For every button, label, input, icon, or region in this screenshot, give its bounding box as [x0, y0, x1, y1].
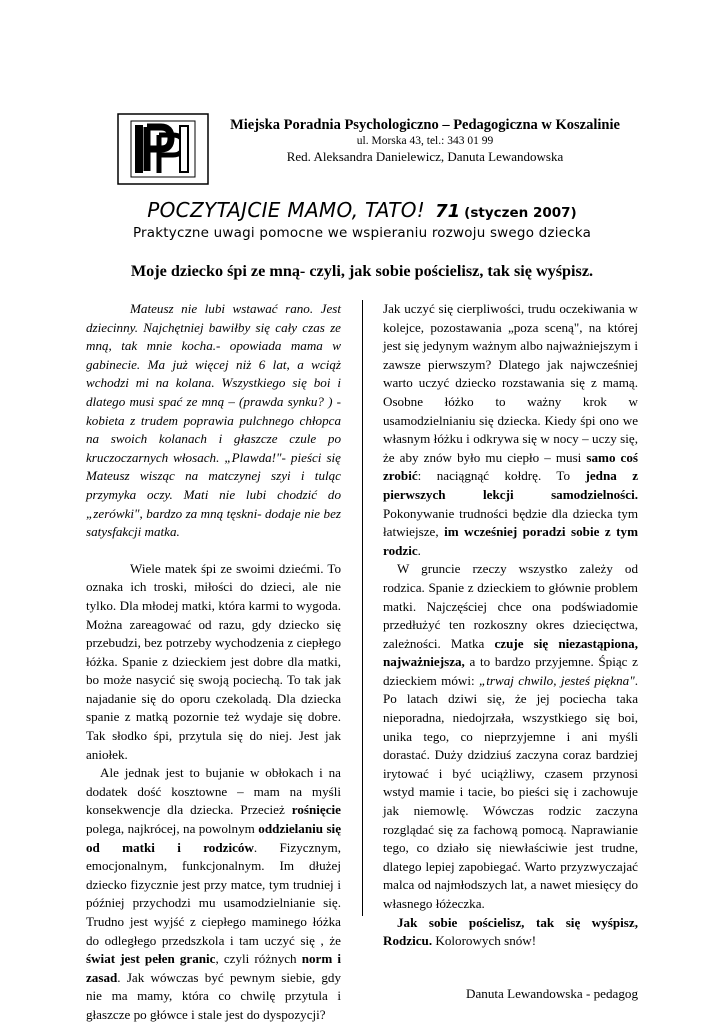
organization-address: ul. Morska 43, tel.: 343 01 99: [356, 135, 494, 147]
right-column: [383, 300, 638, 1003]
newsletter-title: [0, 196, 724, 227]
left-paragraph-2: Wiele matek śpi ze swoimi dziećmi. To oznaka ich troski, miłości do dzieci, ale nie tylko. Dla młodej matki, która karmi to wygoda. Można zareagować od razu, gdy dziecko się przebudzi, bez potrzeby wychodzenia z ciepłego łóżka. Spanie z dzieckiem jest dobre dla matki, bo może nasycić się swoją pociechą. To tak jak najadanie się do oporu czekoladą. Dla dziecka spanie z matką pozornie też wydaje się dobre. Tak słodko śpi, przytula się do niej. Jest jak aniołek.: [86, 560, 341, 762]
left-paragraph-1: Mateusz nie lubi wstawać rano. Jest dziecinny. Najchętniej bawiłby się cały czas ze mną, tak mnie kocha.- opowiada mama w gabinecie. Ma już więcej niż 6 lat, a wciąż wchodzi mi na kolana. Wszystkiego się boi i dlatego musi spać ze mną – (prawda synku? ) - kobieta z trudem poprawia pulchnego chłopca na swoich kolanach i głaszcze czule po kruczoczarnych włosach. „Plawda!"- pieści się Mateusz wisząc na matczynej szyi i tuląc przymyka oczy. Mati nie lubi chodzić do „zerówki", bardzo za mną tęskni- dodaje nie bez satysfakcji matka.: [86, 301, 341, 540]
right-paragraph-3: Jak sobie pościelisz, tak się wyśpisz, Rodzicu. Kolorowych snów!: [383, 914, 638, 949]
issue-number: 71: [435, 201, 461, 222]
organization-name: Miejska Poradnia Psychologiczno – Pedagogiczna w Koszalinie: [230, 117, 620, 133]
title-main: POCZYTAJCIE MAMO, TATO!: [147, 198, 426, 222]
ppp-logo-icon: [117, 113, 209, 185]
issue-date: (styczen 2007): [464, 205, 577, 221]
article-heading: Moje dziecko śpi ze mną- czyli, jak sobie pościelisz, tak się wyśpisz.: [130, 262, 594, 280]
author-signature: Danuta Lewandowska - pedagog: [466, 985, 638, 1001]
left-column: [86, 300, 341, 1025]
newsletter-subtitle: Praktyczne uwagi pomocne we wspieraniu rozwoju swego dziecka: [132, 225, 592, 241]
column-divider: [362, 300, 363, 916]
right-paragraph-2: W gruncie rzeczy wszystko zależy od rodzica. Spanie z dzieckiem to głównie problem matki. Najczęściej chce ona podświadomie przedłużyć ten rozkoszny okres dziecięctwa, zależności. Matka czuje się niezastąpiona, najważniejsza, a to bardzo przyjemne. Śpiąc z dzieckiem mówi: „trwaj chwilo, jesteś piękna". Po latach dziwi się, że jej pociecha taka nieporadna, niedojrzała, wszystkiego się boi, unika tego, co nieprzyjemne i ani myśli dorastać. Duży dzidziuś zaczyna coraz bardziej irytować i być uciążliwy, czasem przynosi wstyd mamie i tacie, bo pieści się i zachowuje jak niemowlę. Wówczas rodzic zaczyna rozglądać się za fachową pomocą. Naprawianie tego, co działo się niewłaściwie jest trudne, dlatego lepiej zapobiegać. Warto przyzwyczajać malca od najmłodszych lat, a nawet miesięcy do własnego łóżeczka.: [383, 561, 638, 911]
right-paragraph-1: Jak uczyć się cierpliwości, trudu oczekiwania w kolejce, pozostawania „poza sceną", na której jest się jedynym ważnym albo najważniejszym i zawsze pierwszym? Dlatego jak najwcześniej warto uczyć dziecko rozstawania się z mamą. Osobne łóżko to ważny krok w usamodzielnianiu się dziecka. Kiedy śpi ono we własnym łóżku i odkrywa się w nocy – uczy się, że aby znów było mu ciepło – musi samo coś zrobić: naciągnąć kołdrę. To jedna z pierwszych lekcji samodzielności. Pokonywanie trudności będzie dla dziecka tym łatwiejsze, im wcześniej poradzi sobie z tym rodzic.: [383, 301, 639, 558]
left-paragraph-3: Ale jednak jest to bujanie w obłokach i na dodatek dość kosztowne – mam na myśli konsekwencje dla dziecka. Przecież rośnięcie polega, najkrócej, na powolnym oddzielaniu się od matki i rodziców. Fizycznym, emocjonalnym, funkcjonalnym. Im dłużej dziecko fizycznie jest przy matce, tym trudniej i później przychodzi mu usamodzielnianie się. Trudno jest wyjść z ciepłego maminego łóżka do odległego przedszkola i tam uczyć się , że świat jest pełen granic, czyli różnych norm i zasad. Jak wówczas być pewnym siebie, gdy nie ma mamy, która co chwilę przytula i głaszcze po główce i stale jest do dyspozycji?: [86, 765, 341, 1022]
editors-line: Red. Aleksandra Danielewicz, Danuta Lewandowska: [286, 149, 564, 164]
header-block: [210, 117, 640, 165]
